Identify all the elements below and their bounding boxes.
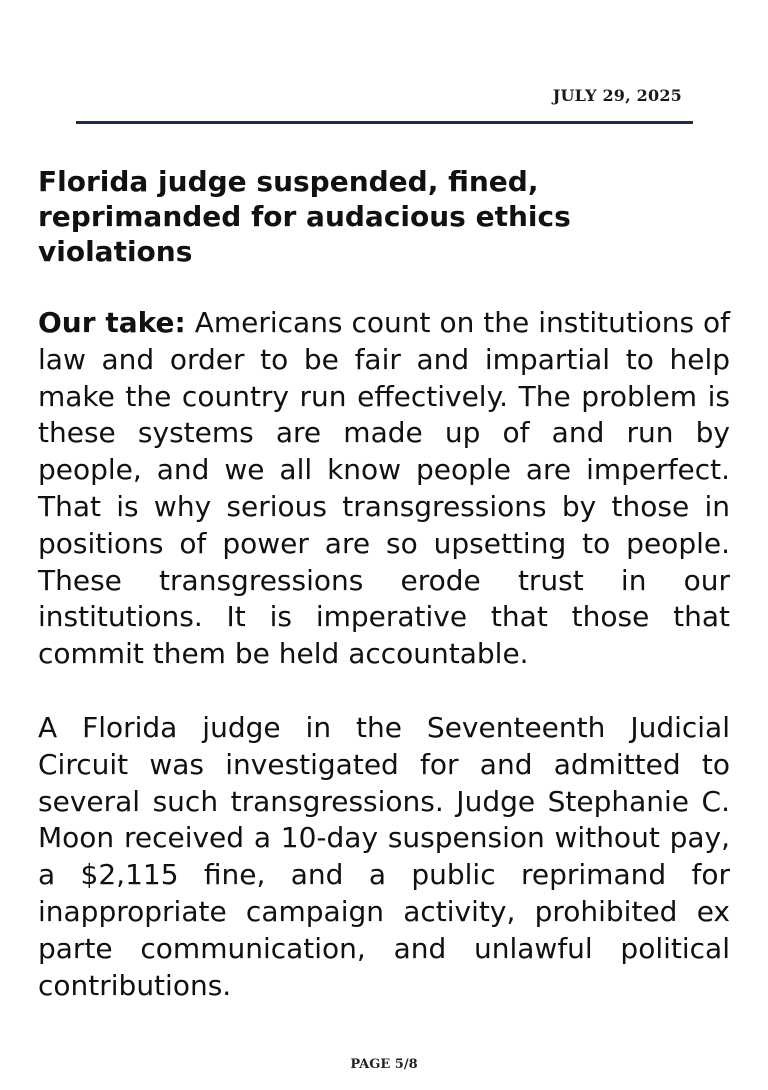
publication-date: JULY 29, 2025 — [552, 86, 682, 105]
page-number: PAGE 5/8 — [350, 1057, 418, 1072]
header-divider — [76, 121, 693, 124]
article-headline: Florida judge suspended, fined, reprimanded for audacious ethics violations — [38, 165, 571, 268]
our-take-paragraph — [38, 305, 730, 673]
body-paragraph: A Florida judge in the Seventeenth Judicial Circuit was investigated for and admitted to several such transgressions. Judge Stephanie C. Moon received a 10-day suspension without pay, a $2,115 fine, and a public reprimand for inappropriate campaign activity, prohibited ex parte communication, and unlawful political contributions. — [38, 710, 730, 1002]
article-body — [38, 164, 730, 1004]
our-take-text: Americans count on the institutions of law and order to be fair and impartial to help make the country run effectively. The problem is these systems are made up of and run by people, and we all know people are imperfect. That is why serious transgressions by those in positions of power are so upsetting to people. These transgressions erode trust in our institutions. It is imperative that those that commit them be held accountable. — [38, 306, 731, 671]
our-take-label: Our take: — [38, 306, 186, 339]
